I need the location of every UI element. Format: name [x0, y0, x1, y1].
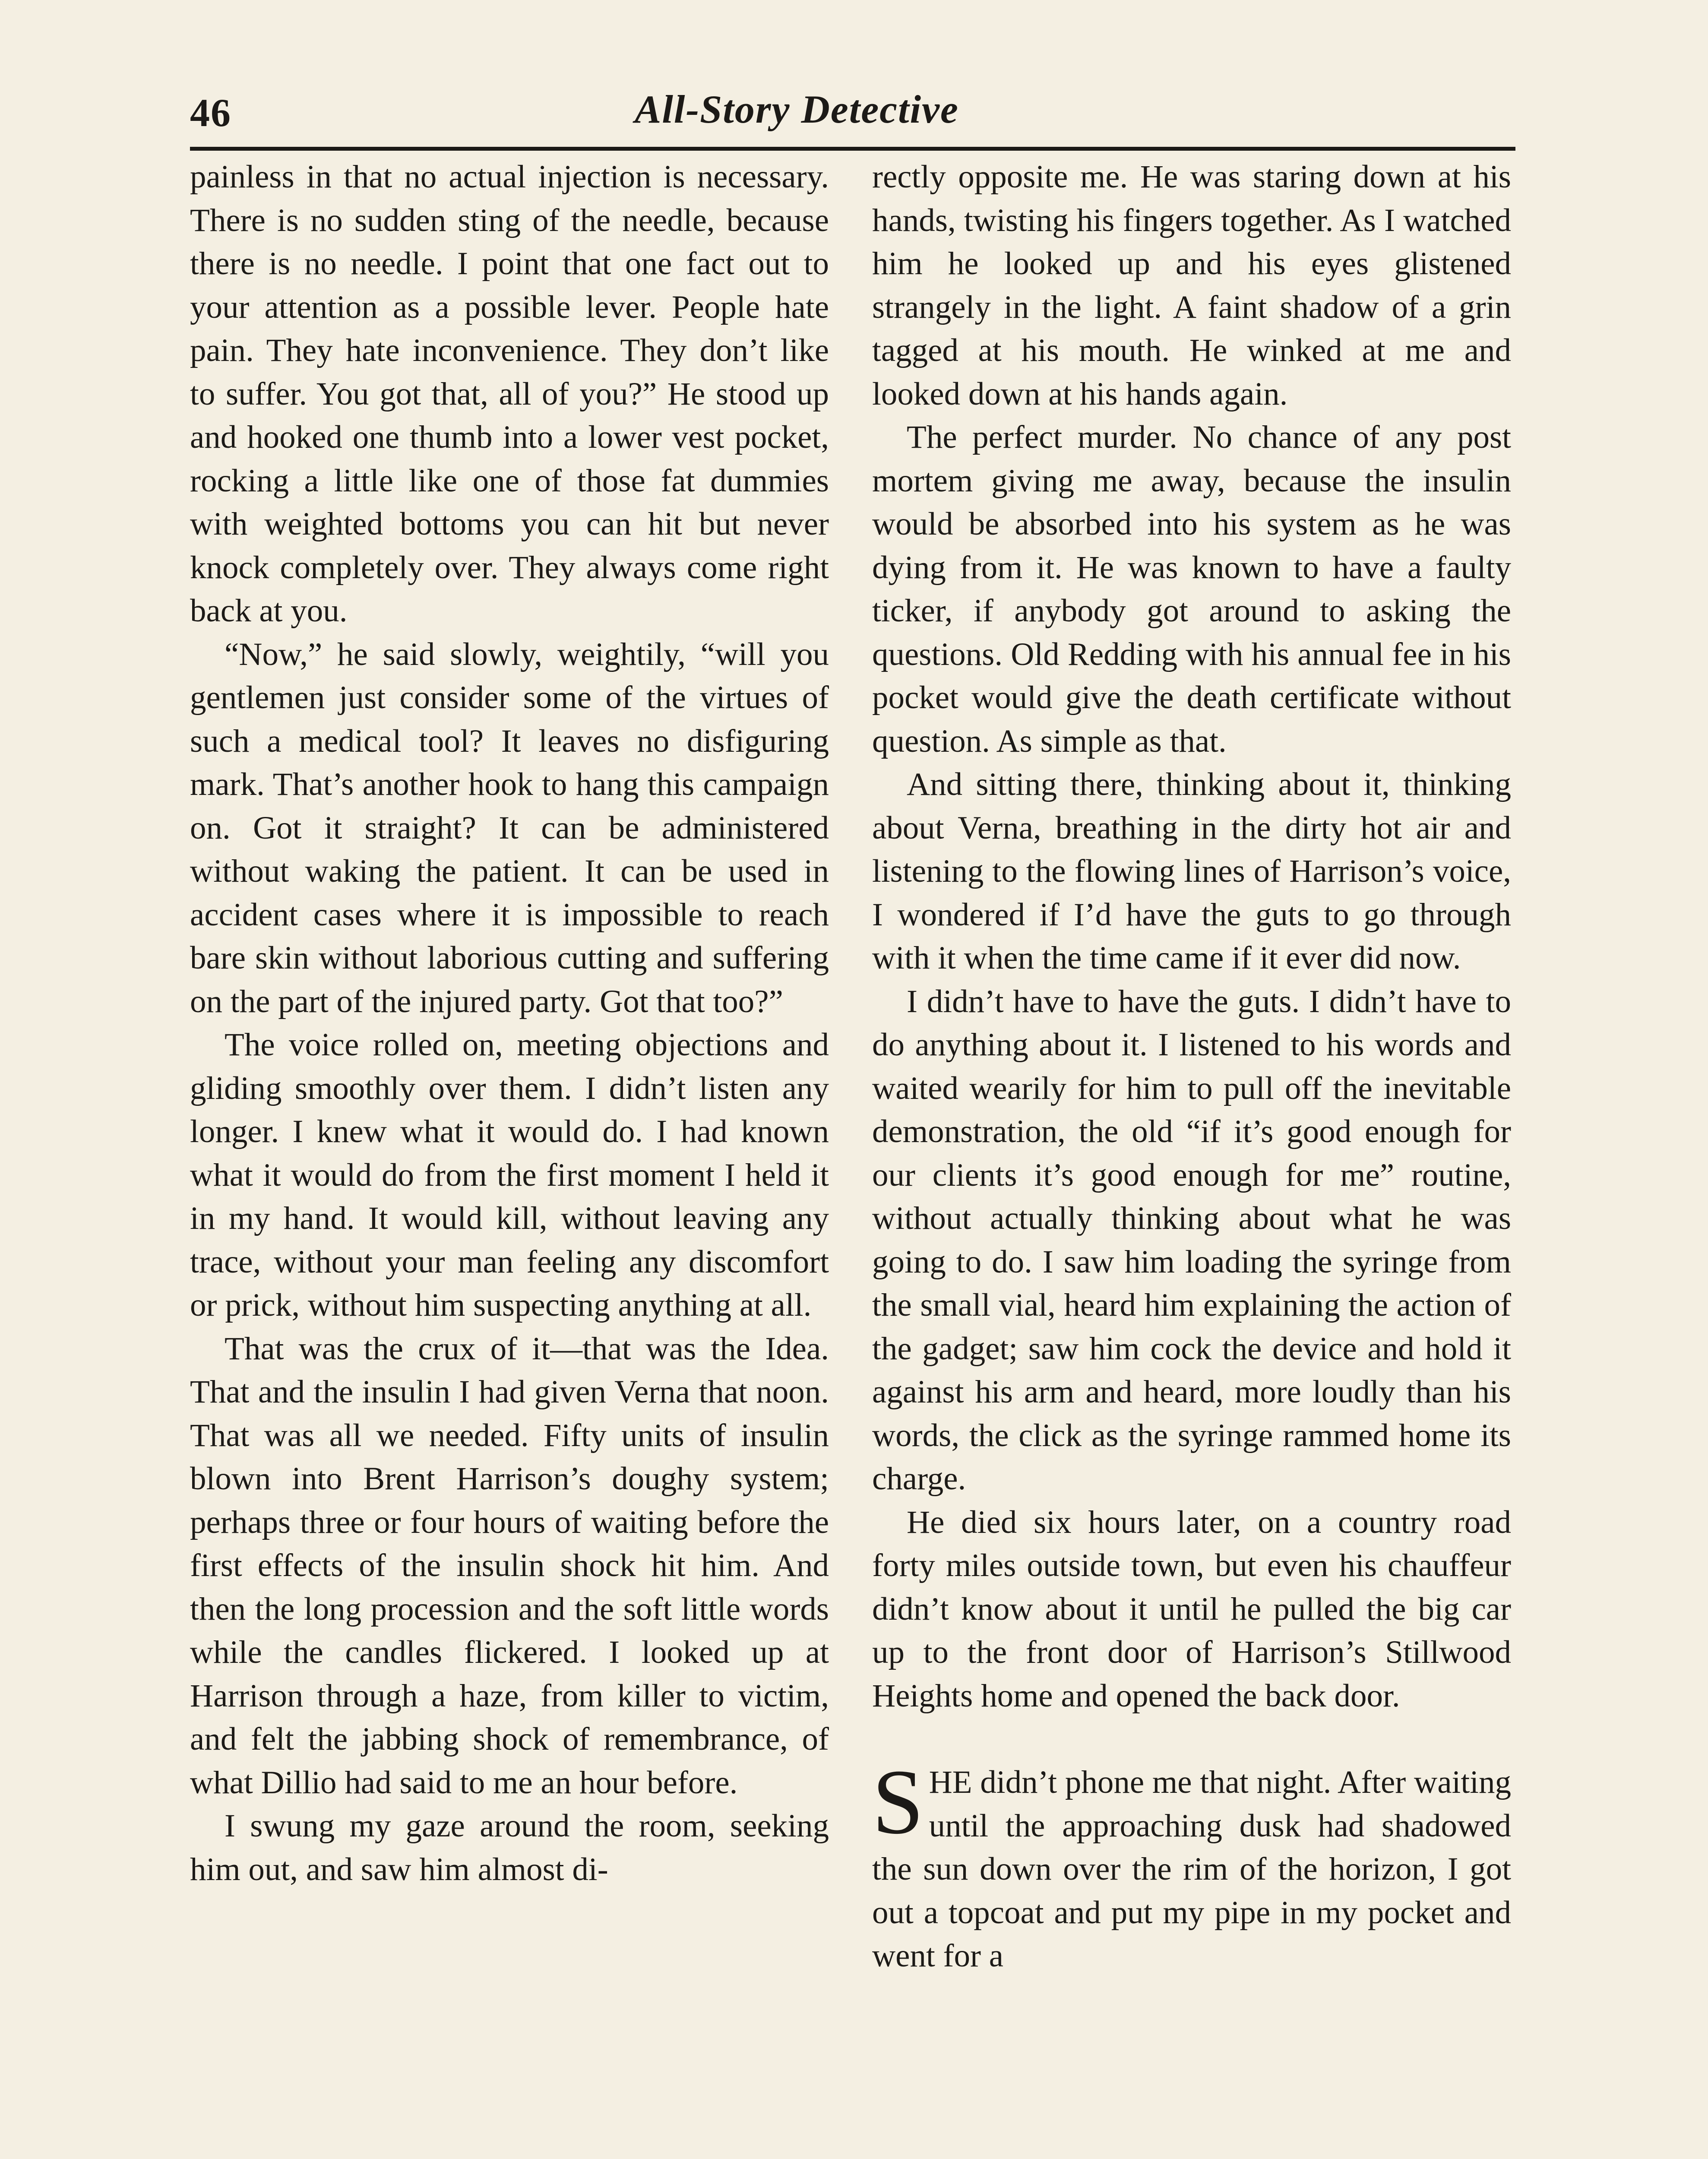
paragraph: The voice rolled on, meeting objections and gliding smoothly over them. I didn’t listen any longer. I knew what it would do. I had known what it would do from the first moment I held it in my hand. It would kill, without leaving any trace, without your man feeling any discomfort or prick, without him suspecting anything at all. [190, 1027, 829, 1323]
page-header [190, 86, 1515, 151]
paragraph: That was the crux of it—that was the Idea. That and the insulin I had given Verna that noon. That was all we needed. Fifty units of insulin blown into Brent Harrison’s doughy system; perhaps three or four hours of waiting before the first effects of the insulin shock hit him. And then the long procession and the soft little words while the candles flickered. I looked up at Harrison through a haze, from killer to victim, and felt the jabbing shock of remembrance, of what Dillio had said to me an hour before. [190, 1330, 829, 1801]
drop-cap: S [872, 1750, 924, 1853]
right-column [872, 155, 1511, 1978]
section-opening-text: HE didn’t phone me that night. After waiting until the approaching dusk had shadowed the sun down over the rim of the horizon, I got out a topcoat and put my pipe in my pocket and went for a [872, 1764, 1511, 1974]
paragraph: And sitting there, thinking about it, thinking about Verna, breathing in the dirty hot air and listening to the flowing lines of Harrison’s voice, I wondered if I’d have the guts to go through with it when the time came if it ever did now. [872, 766, 1511, 976]
paragraph: painless in that no actual injection is necessary. There is no sudden sting of the needle, because there is no needle. I point that one fact out to your attention as a possible lever. People hate pain. They hate inconvenience. They don’t like to suffer. You got that, all of you?” He stood up and hooked one thumb into a lower vest pocket, rocking a little like one of those fat dummies with weighted bottoms you can hit but never knock completely over. They always come right back at you. [190, 159, 829, 629]
paragraph: The perfect murder. No chance of any post mortem giving me away, because the insulin would be absorbed into his system as he was dying from it. He was known to have a faulty ticker, if anybody got around to asking the questions. Old Redding with his annual fee in his pocket would give the death certificate without question. As simple as that. [872, 419, 1511, 759]
page-number: 46 [190, 91, 231, 135]
paragraph: I swung my gaze around the room, seeking him out, and saw him almost di- [190, 1808, 829, 1887]
magazine-title: All-Story Detective [635, 87, 959, 131]
section-opening-paragraph [872, 1750, 1511, 1978]
left-column [190, 155, 829, 1891]
paragraph: rectly opposite me. He was staring down at his hands, twisting his fingers together. As I watched him he looked up and his eyes glistened strangely in the light. A faint shadow of a grin tagged at his mouth. He winked at me and looked down at his hands again. [872, 159, 1511, 412]
paragraph: I didn’t have to have the guts. I didn’t have to do anything about it. I listened to his words and waited wearily for him to pull off the inevitable demonstration, the old “if it’s good enough for our clients it’s good enough for me” routine, without actually thinking about what he was going to do. I saw him loading the syringe from the small vial, heard him explaining the action of the gadget; saw him cock the device and hold it against his arm and heard, more loudly than his words, the click as the syringe rammed home its charge. [872, 983, 1511, 1497]
paragraph: “Now,” he said slowly, weightily, “will you gentlemen just consider some of the virtues of such a medical tool? It leaves no disfiguring mark. That’s another hook to hang this campaign on. Got it straight? It can be administered without waking the patient. It can be used in accident cases where it is impossible to reach bare skin without laborious cutting and suffering on the part of the injured party. Got that too?” [190, 636, 829, 1019]
paragraph: He died six hours later, on a country road forty miles outside town, but even his chauffeur didn’t know about it until he pulled the big car up to the front door of Harrison’s Stillwood Heights home and opened the back door. [872, 1504, 1511, 1714]
